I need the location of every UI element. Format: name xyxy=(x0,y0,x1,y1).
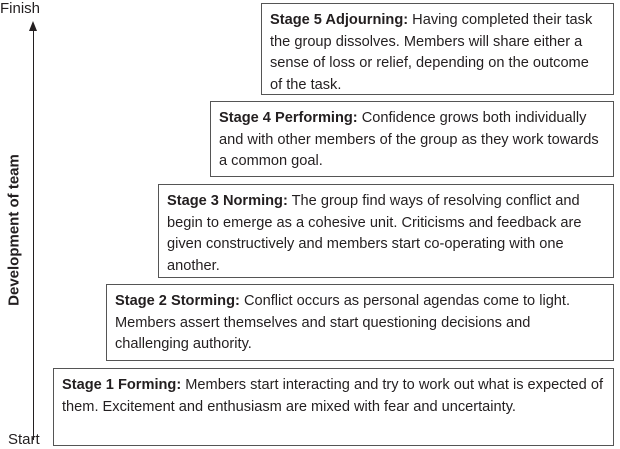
start-label: Start xyxy=(8,431,40,448)
stage-3-box xyxy=(158,184,614,278)
stage-title: Stage 1 Forming: xyxy=(62,377,182,393)
axis-title: Development of team xyxy=(5,154,23,306)
development-axis xyxy=(33,28,34,440)
stage-text: Members start interacting and try to work out what is expected of them. Excitement and enthusiasm are mixed with fear and uncertainty. xyxy=(62,377,603,415)
stage-text: Conflict occurs as personal agendas come to light. Members assert themselves and start questioning decisions and challenging authority. xyxy=(115,293,571,352)
finish-label: Finish xyxy=(0,0,41,17)
stage-title: Stage 5 Adjourning: xyxy=(270,12,409,28)
stage-text: Confidence grows both individually and with other members of the group as they work towards a common goal. xyxy=(219,110,599,169)
stage-5-box xyxy=(261,3,614,95)
stage-4-box xyxy=(210,101,614,177)
stage-2-box xyxy=(106,284,614,361)
stage-text: The group find ways of resolving conflict and begin to emerge as a cohesive unit. Criticisms and feedback are given constructively and members start co-operating with one another. xyxy=(167,193,582,274)
stage-title: Stage 3 Norming: xyxy=(167,193,288,209)
stage-title: Stage 2 Storming: xyxy=(115,293,240,309)
stage-1-box xyxy=(53,368,614,446)
stage-title: Stage 4 Performing: xyxy=(219,110,358,126)
stage-text: Having completed their task the group dissolves. Members will share either a sense of loss or relief, depending on the outcome of the task. xyxy=(270,12,593,93)
